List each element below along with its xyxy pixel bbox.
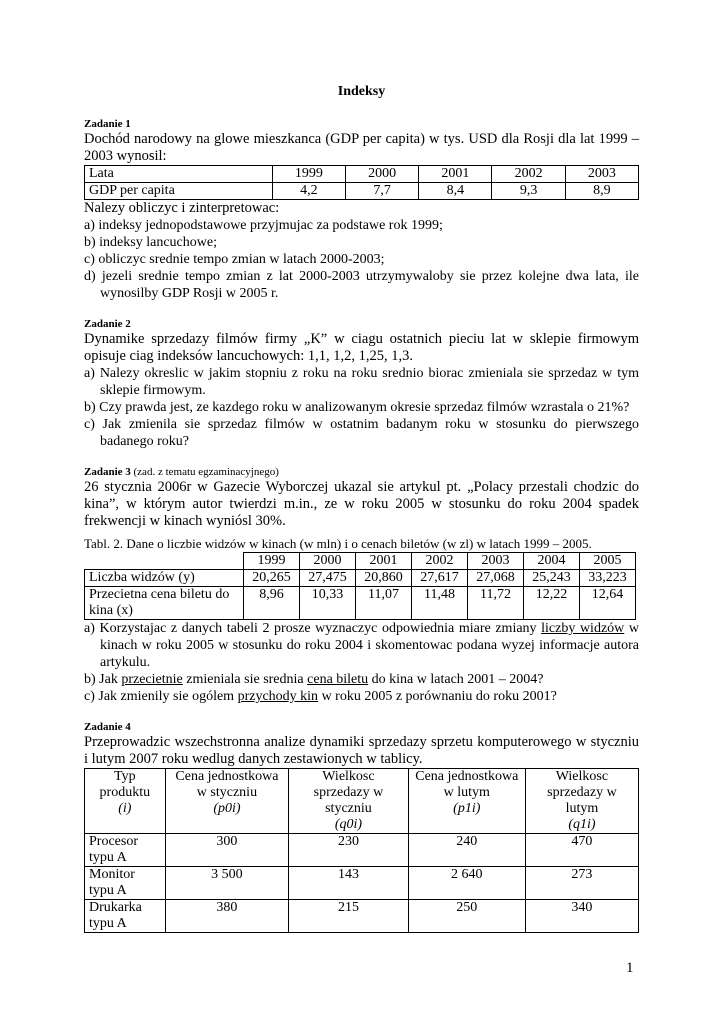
table-cell: 1999 [272,166,345,183]
page-number: 1 [626,960,634,976]
table-row [85,553,636,570]
header-symbol: (p1i) [453,801,481,816]
table-cell: 250 [408,900,525,933]
table-cell: 2004 [524,553,580,570]
list-item: c) Jak zmienila sie sprzedaz filmów w ostatnim badanym roku w stosunku do pierwszego badanego roku? [84,417,639,449]
item-underlined: przychody kin [237,689,319,704]
table-row [85,867,639,900]
table-cell: 4,2 [272,183,345,200]
sales-table [84,768,639,933]
header-cell [408,769,525,834]
table-cell: 8,9 [565,183,638,200]
table-cell: Monitor typu A [85,867,166,900]
list-item: b) indeksy lancuchowe; [84,235,217,250]
task2-intro: Dynamike sprzedazy filmów firmy „K” w ciagu ostatnich pieciu lat w sklepie firmowym opisuje ciag indeksów lancuchowych: 1,1, 1,2, 1,25, 1,3. [84,331,639,364]
table-row [85,900,639,933]
table-cell: 2003 [468,553,524,570]
table-cell: 12,22 [524,587,580,620]
table-cell: 25,243 [524,570,580,587]
list-item [84,620,639,671]
header-text: Cena jednostkowa w styczniu [175,769,279,800]
table-cell: 9,3 [492,183,565,200]
task3-heading-sub: (zad. z tematu egzaminacyjnego) [133,466,279,478]
item-text: b) Jak [84,672,122,687]
header-text: Wielkosc sprzedazy w styczniu [313,769,384,816]
table-cell: 11,72 [468,587,524,620]
table-cell: 27,475 [300,570,356,587]
table-cell: 143 [289,867,408,900]
header-cell [525,769,638,834]
table-cell: 3 500 [165,867,289,900]
table-cell: 2 640 [408,867,525,900]
table-row [85,166,639,183]
table-cell: 7,7 [345,183,418,200]
table-cell: 2002 [492,166,565,183]
task3-heading [84,466,639,479]
table-cell: 10,33 [300,587,356,620]
cinema-table [84,552,636,620]
gdp-table [84,165,639,200]
task1-intro: Dochód narodowy na glowe mieszkanca (GDP per capita) w tys. USD dla Rosji dla lat 1999 – 2003 wynosil: [84,131,639,164]
task4-heading: Zadanie 4 [84,721,131,733]
item-text: do kina w latach 2001 – 2004? [368,672,544,687]
task2-heading: Zadanie 2 [84,318,131,330]
list-item: c) obliczyc srednie tempo zmian w latach 2000-2003; [84,252,385,267]
list-item: b) Czy prawda jest, ze kazdego roku w analizowanym okresie sprzedaz filmów wzrastala o 21%? [84,400,630,415]
header-symbol: (q0i) [334,817,363,832]
task3-heading-label: Zadanie 3 [84,466,131,478]
task1-instruction: Nalezy obliczyc i zinterpretowac: [84,200,280,216]
table-cell: 11,07 [356,587,412,620]
table-cell: 2000 [345,166,418,183]
list-item: a) indeksy jednopodstawowe przyjmujac za podstawe rok 1999; [84,218,443,233]
document-page [84,84,639,933]
item-text: c) Jak zmienily sie ogólem [84,689,238,704]
table-cell: 8,4 [419,183,492,200]
table-cell: 27,617 [412,570,468,587]
item-text: a) Korzystajac z danych tabeli 2 prosze wyznaczyc odpowiednia miare zmiany [84,621,542,636]
table-cell: 2005 [580,553,636,570]
table-cell: Liczba widzów (y) [85,570,244,587]
table-cell [85,553,244,570]
header-symbol: (p0i) [213,801,241,816]
table-cell: 470 [525,834,638,867]
header-cell [85,769,166,834]
table-cell: 340 [525,900,638,933]
task1-heading: Zadanie 1 [84,118,131,130]
table-cell: 8,96 [244,587,300,620]
item-text: w roku 2005 z porównaniu do roku 2001? [318,689,557,704]
table-cell: 1999 [244,553,300,570]
table-cell: Lata [85,166,273,183]
header-symbol: (i) [118,801,132,816]
table-cell: 230 [289,834,408,867]
table-cell: 2001 [419,166,492,183]
table-row [85,834,639,867]
table-cell: 2003 [565,166,638,183]
table-caption: Tabl. 2. Dane o liczbie widzów w kinach (w mln) i o cenach biletów (w zl) w latach 1999 – 2005. [84,536,592,551]
header-text: Cena jednostkowa w lutym [415,769,519,800]
header-symbol: (q1i) [568,817,596,832]
table-cell: 11,48 [412,587,468,620]
table-cell: 240 [408,834,525,867]
page-title: Indeksy [337,84,386,99]
task1-list [84,217,639,302]
item-underlined: przecietnie [121,672,183,687]
list-item: a) Nalezy okreslic w jakim stopniu z roku na roku srednio biorac zmieniala sie sprzedaz w tym sklepie firmowym. [84,366,639,398]
table-cell: 27,068 [468,570,524,587]
task3-intro: 26 stycznia 2006r w Gazecie Wyborczej ukazal sie artykul pt. „Polacy przestali chodzic do kina”, w którym autor twierdzi m.in., ze w roku 2005 w stosunku do roku 2004 spadek frekwencji w kinach wyniósl 30%. [84,479,639,529]
task3-list [84,620,639,705]
table-cell: 20,265 [244,570,300,587]
table-cell: 380 [165,900,289,933]
table-cell: 300 [165,834,289,867]
item-underlined: liczby widzów [541,621,625,636]
table-cell: 2002 [412,553,468,570]
header-cell [165,769,289,834]
table-cell: 2001 [356,553,412,570]
list-item [84,671,639,688]
table-cell: 2000 [300,553,356,570]
task4-intro: Przeprowadzic wszechstronna analize dynamiki sprzedazy sprzetu komputerowego w styczniu i lutym 2007 roku wedlug danych zestawionych w tablicy. [84,734,639,767]
table-cell: 215 [289,900,408,933]
table-cell: 20,860 [356,570,412,587]
task2-list [84,365,639,450]
list-item: d) jezeli srednie tempo zmian z lat 2000-2003 utrzymywaloby sie przez kolejne dwa lata, ile wynosilby GDP Rosji w 2005 r. [84,269,639,301]
table-cell: 273 [525,867,638,900]
table-row [85,183,639,200]
header-text: Wielkosc sprzedazy w lutym [547,769,617,816]
item-underlined: cena biletu [307,672,369,687]
table-row [85,570,636,587]
table-row [85,587,636,620]
header-cell [289,769,408,834]
item-text: w kinach w roku 2005 w stosunku do roku 2004 i skomentowac podana wyzej informacje autora artykulu. [100,621,639,670]
table-cell: Procesor typu A [85,834,166,867]
table-cell: 33,223 [580,570,636,587]
table-cell: GDP per capita [85,183,273,200]
table-cell: 12,64 [580,587,636,620]
table-cell: Przecietna cena biletu do kina (x) [85,587,244,620]
table-header-row [85,769,639,834]
table-cell: Drukarka typu A [85,900,166,933]
item-text: zmieniala sie srednia [182,672,308,687]
header-text: Typ produktu [99,769,151,800]
list-item [84,688,639,705]
